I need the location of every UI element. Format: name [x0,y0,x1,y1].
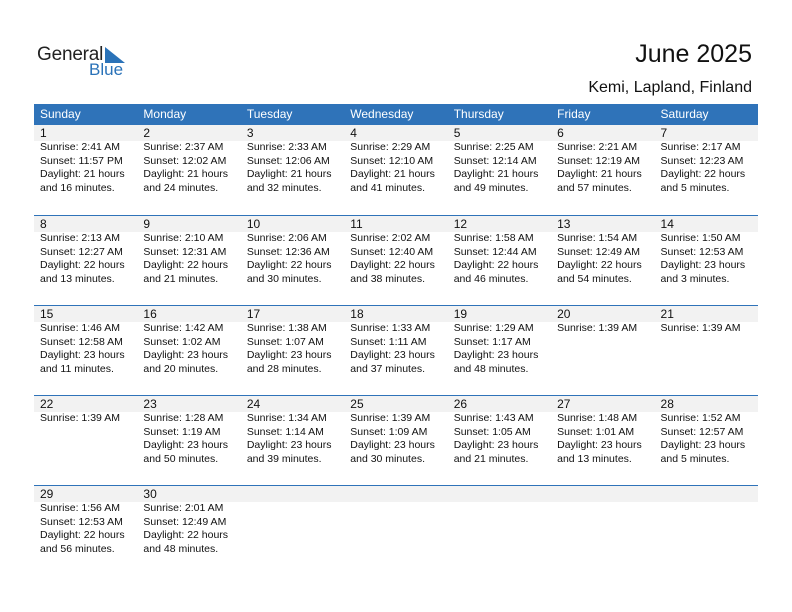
day-cell [34,486,137,575]
location-subtitle: Kemi, Lapland, Finland [588,79,752,96]
day-detail-line: Daylight: 21 hours [143,168,229,181]
day-detail-line: Sunrise: 2:25 AM [453,141,534,153]
day-detail-line: Sunrise: 1:29 AM [453,322,534,334]
day-detail-line: and 48 minutes. [453,362,529,375]
day-number: 22 [40,397,54,411]
day-detail-line: Sunrise: 1:54 AM [557,232,638,244]
day-detail-line: Daylight: 23 hours [660,259,746,272]
day-detail-line: Daylight: 22 hours [660,168,746,181]
logo-word-blue: Blue [89,60,124,79]
day-detail-line: Sunrise: 1:46 AM [40,322,120,334]
day-number: 2 [143,126,151,140]
day-detail-line: Sunset: 1:09 AM [350,425,428,438]
day-number: 8 [40,217,47,231]
day-cell [448,396,551,485]
day-detail-line: Sunset: 12:14 AM [453,154,537,167]
day-number: 14 [660,217,674,231]
weekday-header: Sunday [40,107,81,121]
day-detail-line: and 46 minutes. [453,272,529,285]
week-row [34,395,758,485]
day-detail-line: and 3 minutes. [660,272,730,285]
day-detail-line: and 21 minutes. [453,452,529,465]
day-detail-line: Sunrise: 1:48 AM [557,412,638,424]
day-cell [344,125,447,215]
day-cell [241,216,344,305]
day-detail-line: and 38 minutes. [350,272,425,285]
day-detail-line: Sunset: 12:40 AM [350,245,434,258]
day-cell [551,306,654,395]
weekday-header: Monday [143,107,187,121]
day-detail-line: Sunrise: 2:17 AM [660,141,741,153]
day-detail-line: Daylight: 23 hours [660,439,746,452]
day-detail-line: and 50 minutes. [143,452,219,465]
day-detail-line: Daylight: 23 hours [453,349,539,362]
day-detail-line: Daylight: 21 hours [453,168,539,181]
day-detail-line: Sunrise: 2:02 AM [350,232,431,244]
day-number: 28 [660,397,674,411]
day-cell [344,486,447,575]
day-cell [655,396,758,485]
day-cell [241,306,344,395]
day-detail-line: Daylight: 23 hours [40,349,125,362]
day-number [661,486,758,502]
day-detail-line: Sunrise: 1:39 AM [660,322,741,334]
day-number: 1 [40,126,47,140]
day-detail-line: and 5 minutes. [660,452,730,465]
day-detail-line: and 39 minutes. [246,452,322,465]
day-detail-line: Sunrise: 2:01 AM [143,502,224,514]
day-detail-line: Sunset: 1:17 AM [453,335,531,348]
day-detail-line: Sunrise: 1:56 AM [40,502,120,514]
day-detail-line: Sunrise: 2:41 AM [40,141,120,153]
day-number: 11 [350,217,363,231]
week-row [34,215,758,305]
day-cell [34,396,137,485]
weekday-header: Tuesday [246,107,293,121]
day-detail-line: Daylight: 22 hours [40,259,125,272]
day-detail-line: Daylight: 23 hours [143,349,229,362]
day-detail-line: Sunset: 1:19 AM [143,425,221,438]
day-detail-line: Daylight: 22 hours [40,529,125,542]
day-number: 21 [660,307,674,321]
day-cell [241,125,344,215]
day-detail-line: and 13 minutes. [557,452,632,465]
day-detail-line: Sunrise: 1:50 AM [660,232,741,244]
day-detail-line: Sunset: 12:31 AM [143,245,227,258]
day-detail-line: and 16 minutes. [40,181,115,194]
day-detail-line: Sunset: 1:05 AM [453,425,531,438]
day-number: 20 [557,307,571,321]
day-cell [241,396,344,485]
day-detail-line: Sunrise: 2:10 AM [143,232,224,244]
day-number: 27 [557,397,571,411]
day-detail-line: Sunset: 12:44 AM [453,245,537,258]
day-detail-line: Daylight: 22 hours [143,529,229,542]
day-detail-line: Daylight: 23 hours [143,439,229,452]
day-number [350,486,447,502]
day-detail-line: and 30 minutes. [350,452,425,465]
day-number: 26 [453,397,468,411]
day-number: 7 [660,126,668,140]
day-detail-line: Daylight: 23 hours [246,439,332,452]
day-cell [448,216,551,305]
day-detail-line: Sunrise: 2:13 AM [40,232,120,244]
day-cell [551,396,654,485]
day-number: 18 [350,307,364,321]
day-number [454,486,551,502]
day-detail-line: Sunrise: 2:29 AM [350,141,431,153]
day-detail-line: Sunset: 12:02 AM [143,154,227,167]
day-detail-line: Sunset: 12:49 AM [557,245,640,258]
day-cell [137,125,240,215]
day-cell [137,216,240,305]
day-detail-line: and 30 minutes. [246,272,322,285]
day-number: 19 [453,307,468,321]
day-number [247,486,344,502]
day-detail-line: Sunset: 12:49 AM [143,515,227,528]
day-cell [137,396,240,485]
day-detail-line: Sunrise: 1:39 AM [557,322,638,334]
day-number: 10 [246,217,261,231]
day-detail-line: Sunrise: 1:39 AM [40,412,120,424]
day-cell [551,486,654,575]
day-detail-line: Daylight: 23 hours [350,349,435,362]
day-detail-line: Sunrise: 1:42 AM [143,322,224,334]
day-cell [448,125,551,215]
day-cell [655,486,758,575]
day-detail-line: Sunrise: 2:37 AM [143,141,224,153]
day-number: 23 [143,397,157,411]
day-cell [551,216,654,305]
day-number: 25 [350,397,364,411]
day-cell [137,306,240,395]
day-detail-line: Sunset: 12:36 AM [246,245,330,258]
day-detail-line: Daylight: 23 hours [246,349,332,362]
day-detail-line: Sunset: 1:14 AM [246,425,324,438]
day-detail-line: Sunrise: 1:52 AM [660,412,741,424]
day-detail-line: and 20 minutes. [143,362,219,375]
day-detail-line: Sunset: 12:53 AM [660,245,744,258]
day-cell [137,486,240,575]
day-detail-line: Daylight: 21 hours [40,168,125,181]
day-detail-line: and 21 minutes. [143,272,219,285]
day-cell [344,216,447,305]
day-cell [241,486,344,575]
weeks-container [34,125,758,575]
day-number: 3 [246,126,254,140]
day-detail-line: and 24 minutes. [143,181,219,194]
day-number: 5 [453,126,461,140]
day-detail-line: and 56 minutes. [40,542,115,555]
day-detail-line: and 54 minutes. [557,272,632,285]
day-cell [344,396,447,485]
day-detail-line: Sunset: 12:57 AM [660,425,744,438]
day-detail-line: Sunset: 1:01 AM [557,425,635,438]
day-cell [34,306,137,395]
day-number: 15 [40,307,54,321]
day-detail-line: and 57 minutes. [557,181,632,194]
weekday-header: Thursday [453,107,504,121]
day-detail-line: and 48 minutes. [143,542,219,555]
day-detail-line: Daylight: 22 hours [143,259,229,272]
day-cell [34,125,137,215]
logo-word-general: General [37,44,104,65]
day-detail-line: Sunrise: 1:28 AM [143,412,224,424]
day-number: 29 [40,487,54,501]
day-detail-line: and 11 minutes. [40,362,114,375]
day-number: 17 [246,307,261,321]
day-detail-line: Daylight: 23 hours [350,439,435,452]
day-detail-line: Sunrise: 1:39 AM [350,412,431,424]
weekday-header: Saturday [660,107,709,121]
day-number: 9 [143,217,151,231]
weekday-header: Wednesday [350,107,414,121]
day-cell [448,486,551,575]
logo [37,44,137,80]
day-detail-line: Daylight: 21 hours [557,168,642,181]
day-detail-line: Daylight: 22 hours [246,259,332,272]
day-detail-line: Sunset: 12:10 AM [350,154,434,167]
day-detail-line: Sunrise: 2:33 AM [246,141,327,153]
day-detail-line: and 5 minutes. [660,181,730,194]
day-number [557,486,654,502]
day-detail-line: Daylight: 21 hours [246,168,332,181]
day-detail-line: Sunrise: 2:06 AM [246,232,327,244]
day-number: 12 [453,217,468,231]
week-row [34,485,758,575]
day-number: 6 [557,126,564,140]
day-detail-line: Daylight: 22 hours [350,259,435,272]
calendar-grid [34,104,758,575]
day-detail-line: Sunrise: 1:38 AM [246,322,327,334]
day-detail-line: and 32 minutes. [246,181,322,194]
day-detail-line: Sunrise: 2:21 AM [557,141,638,153]
day-cell [655,306,758,395]
weekday-header: Friday [557,107,591,121]
day-detail-line: and 13 minutes. [40,272,115,285]
day-detail-line: Daylight: 22 hours [453,259,539,272]
day-detail-line: Daylight: 23 hours [453,439,539,452]
day-number: 4 [350,126,357,140]
day-detail-line: Sunset: 1:07 AM [246,335,324,348]
day-number: 30 [143,487,157,501]
page-title: June 2025 [635,40,752,68]
day-detail-line: Sunset: 1:11 AM [350,335,427,348]
day-detail-line: Sunrise: 1:33 AM [350,322,431,334]
day-detail-line: Daylight: 23 hours [557,439,642,452]
week-row [34,305,758,395]
day-detail-line: Sunset: 12:58 AM [40,335,123,348]
day-detail-line: and 37 minutes. [350,362,425,375]
day-number: 16 [143,307,157,321]
day-detail-line: and 41 minutes. [350,181,425,194]
day-detail-line: Sunset: 1:02 AM [143,335,221,348]
day-detail-line: Sunset: 12:53 AM [40,515,123,528]
day-cell [448,306,551,395]
week-row [34,125,758,215]
day-detail-line: Sunset: 12:23 AM [660,154,744,167]
day-cell [34,216,137,305]
day-detail-line: Sunrise: 1:34 AM [246,412,327,424]
day-detail-line: Daylight: 22 hours [557,259,642,272]
day-detail-line: Sunrise: 1:43 AM [453,412,534,424]
day-number: 24 [246,397,261,411]
day-cell [551,125,654,215]
day-detail-line: Sunset: 12:06 AM [246,154,330,167]
weekday-header-row [34,104,758,125]
day-cell [344,306,447,395]
day-detail-line: Sunset: 11:57 PM [40,154,123,167]
day-number: 13 [557,217,571,231]
day-detail-line: Sunset: 12:19 AM [557,154,640,167]
day-detail-line: Daylight: 21 hours [350,168,435,181]
day-detail-line: Sunset: 12:27 AM [40,245,123,258]
day-detail-line: Sunrise: 1:58 AM [453,232,534,244]
day-cell [655,216,758,305]
day-cell [655,125,758,215]
day-detail-line: and 49 minutes. [453,181,529,194]
day-detail-line: and 28 minutes. [246,362,322,375]
